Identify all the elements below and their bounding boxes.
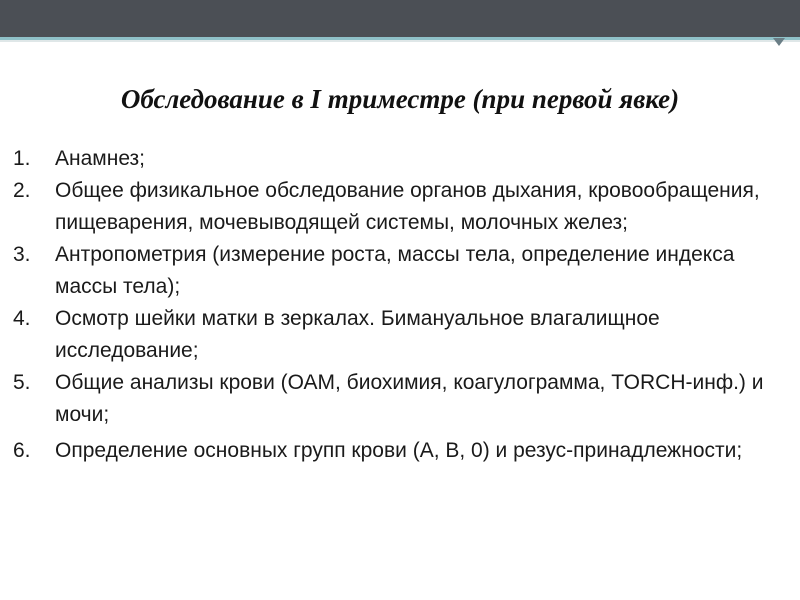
list-item <box>0 143 790 175</box>
list-item <box>0 175 790 239</box>
list-item <box>0 303 790 367</box>
list-item-text: Анамнез; <box>55 147 145 170</box>
header-bar <box>0 0 800 37</box>
slide-title: Обследование в I триместре (при первой явке) <box>120 84 680 114</box>
list-item-text: Общее физикальное обследование органов дыхания, кровообращения, пищеварения, мочевыводящей системы, молочных желез; <box>55 179 760 234</box>
list-item-text: Общие анализы крови (ОАМ, биохимия, коагулограмма, TORCH-инф.) и мочи; <box>55 371 764 426</box>
list-item <box>0 431 790 471</box>
list-number: 6. <box>13 439 31 462</box>
accent-line-shadow <box>0 40 800 42</box>
list-item-text: Определение основных групп крови (А, В, 0) и резус-принадлежности; <box>55 439 743 462</box>
triangle-marker-icon <box>773 38 785 46</box>
list-item-text: Осмотр шейки матки в зеркалах. Бимануальное влагалищное исследование; <box>55 307 660 362</box>
list-number: 1. <box>13 147 31 170</box>
list-number: 4. <box>13 307 31 330</box>
list-item-text: Антропометрия (измерение роста, массы тела, определение индекса массы тела); <box>55 243 735 298</box>
numbered-list <box>0 143 790 471</box>
list-item <box>0 239 790 303</box>
list-item <box>0 367 790 431</box>
list-number: 5. <box>13 371 31 394</box>
list-number: 3. <box>13 243 31 266</box>
list-number: 2. <box>13 179 31 202</box>
